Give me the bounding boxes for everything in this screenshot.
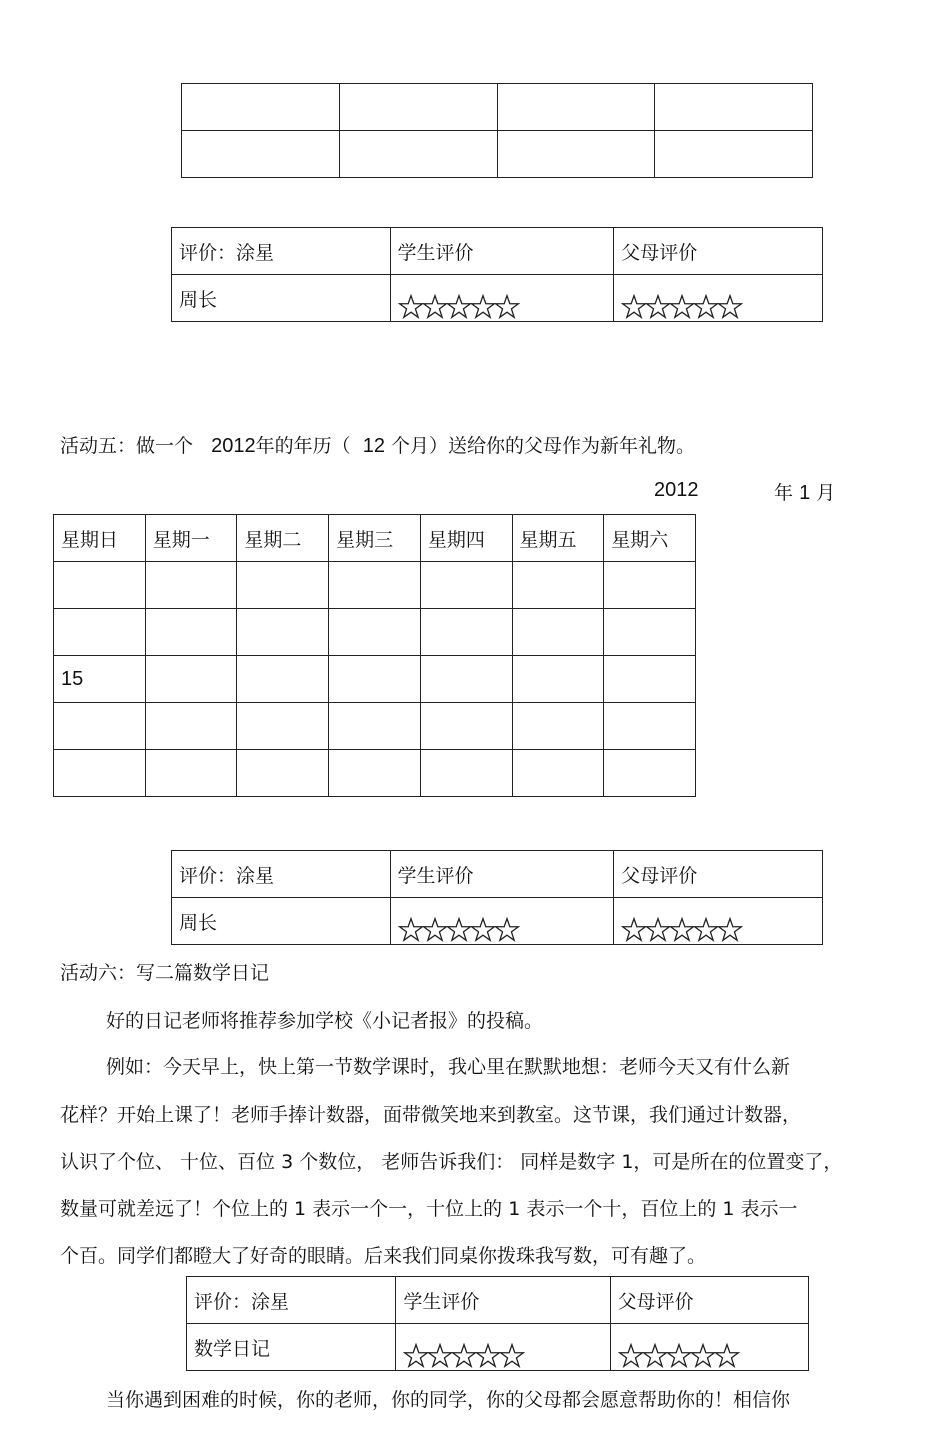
star-outline-icon[interactable] [451,1343,477,1369]
eval-evaluator-cell: 评价：涂星 [172,228,391,275]
weekday-header: 星期三 [329,515,421,562]
evaluation-table [186,1276,809,1371]
activity6-intro: 好的日记老师将推荐参加学校《小记者报》的投稿。 [106,1010,544,1032]
table-row [172,275,823,322]
evaluation-table [171,850,823,945]
parent-rating[interactable] [614,898,823,945]
activity5-heading: 活动五：做一个 2012年的年历（ 12 个月）送给你的父母作为新年礼物。 [60,435,696,457]
table-row [172,851,823,898]
weekday-header: 星期六 [604,515,696,562]
star-outline-icon[interactable] [645,294,671,320]
star-outline-icon[interactable] [499,1343,525,1369]
eval-parent-header: 父母评价 [614,228,823,275]
star-outline-icon[interactable] [717,294,743,320]
star-outline-icon[interactable] [446,294,472,320]
star-outline-icon[interactable] [398,917,424,943]
closing-text: 当你遇到困难的时候，你的老师，你的同学，你的父母都会愿意帮助你的！相信你 [106,1389,791,1411]
star-outline-icon[interactable] [690,1343,716,1369]
eval-parent-header: 父母评价 [614,851,823,898]
star-outline-icon[interactable] [717,917,743,943]
diary-example-line: 个百。同学们都瞪大了好奇的眼睛。后来我们同桌你拨珠我写数，可有趣了。 [60,1245,707,1267]
calendar-week-row [54,750,696,797]
star-outline-icon[interactable] [446,917,472,943]
parent-rating[interactable] [614,275,823,322]
calendar-week-row [54,609,696,656]
table-row [182,131,813,178]
eval-evaluator-cell: 评价：涂星 [172,851,391,898]
eval-item-label: 周长 [172,898,391,945]
star-outline-icon[interactable] [693,294,719,320]
parent-rating[interactable] [610,1324,808,1371]
eval-student-header: 学生评价 [396,1277,610,1324]
star-outline-icon[interactable] [669,917,695,943]
calendar-week-row [54,562,696,609]
diary-example-line: 认识了个位、 十位、百位 3 个数位， 老师告诉我们： 同样是数字 1，可是所在的位置变了， [60,1151,843,1173]
blank-table [181,83,813,178]
calendar-table [53,514,696,797]
table-row [187,1324,809,1371]
weekday-header: 星期一 [145,515,237,562]
star-outline-icon[interactable] [714,1343,740,1369]
evaluation-table [171,227,823,322]
calendar-weekday-row [54,515,696,562]
star-outline-icon[interactable] [494,917,520,943]
star-outline-icon[interactable] [693,917,719,943]
diary-example-line: 数量可就差远了！个位上的 1 表示一个一，十位上的 1 表示一个十，百位上的 1 表示一 [60,1198,798,1220]
calendar-day-cell: 15 [54,656,146,703]
star-outline-icon[interactable] [666,1343,692,1369]
star-outline-icon[interactable] [494,294,520,320]
eval-parent-header: 父母评价 [610,1277,808,1324]
student-rating[interactable] [390,898,614,945]
eval-student-header: 学生评价 [390,851,614,898]
diary-example-line: 例如：今天早上，快上第一节数学课时，我心里在默默地想：老师今天又有什么新 [106,1056,791,1078]
star-outline-icon[interactable] [621,294,647,320]
eval-evaluator-cell: 评价：涂星 [187,1277,396,1324]
weekday-header: 星期五 [512,515,604,562]
calendar-week-row [54,703,696,750]
star-outline-icon[interactable] [422,294,448,320]
calendar-week-row [54,656,696,703]
star-outline-icon[interactable] [645,917,671,943]
table-row [172,898,823,945]
table-row [172,228,823,275]
star-outline-icon[interactable] [422,917,448,943]
weekday-header: 星期四 [420,515,512,562]
star-outline-icon[interactable] [618,1343,644,1369]
star-outline-icon[interactable] [470,917,496,943]
star-outline-icon[interactable] [403,1343,429,1369]
eval-item-label: 周长 [172,275,391,322]
student-rating[interactable] [390,275,614,322]
calendar-month-caption: 年 1 月 [774,482,836,504]
eval-item-label: 数学日记 [187,1324,396,1371]
star-outline-icon[interactable] [398,294,424,320]
star-outline-icon[interactable] [470,294,496,320]
star-outline-icon[interactable] [621,917,647,943]
star-outline-icon[interactable] [427,1343,453,1369]
activity6-heading: 活动六：写二篇数学日记 [60,962,270,984]
weekday-header: 星期二 [237,515,329,562]
star-outline-icon[interactable] [642,1343,668,1369]
calendar-year: 2012 [654,479,699,501]
diary-example-line: 花样？开始上课了！老师手捧计数器，面带微笑地来到教室。这节课，我们通过计数器， [60,1104,802,1126]
star-outline-icon[interactable] [669,294,695,320]
student-rating[interactable] [396,1324,610,1371]
weekday-header: 星期日 [54,515,146,562]
star-outline-icon[interactable] [475,1343,501,1369]
table-row [182,84,813,131]
eval-student-header: 学生评价 [390,228,614,275]
table-row [187,1277,809,1324]
